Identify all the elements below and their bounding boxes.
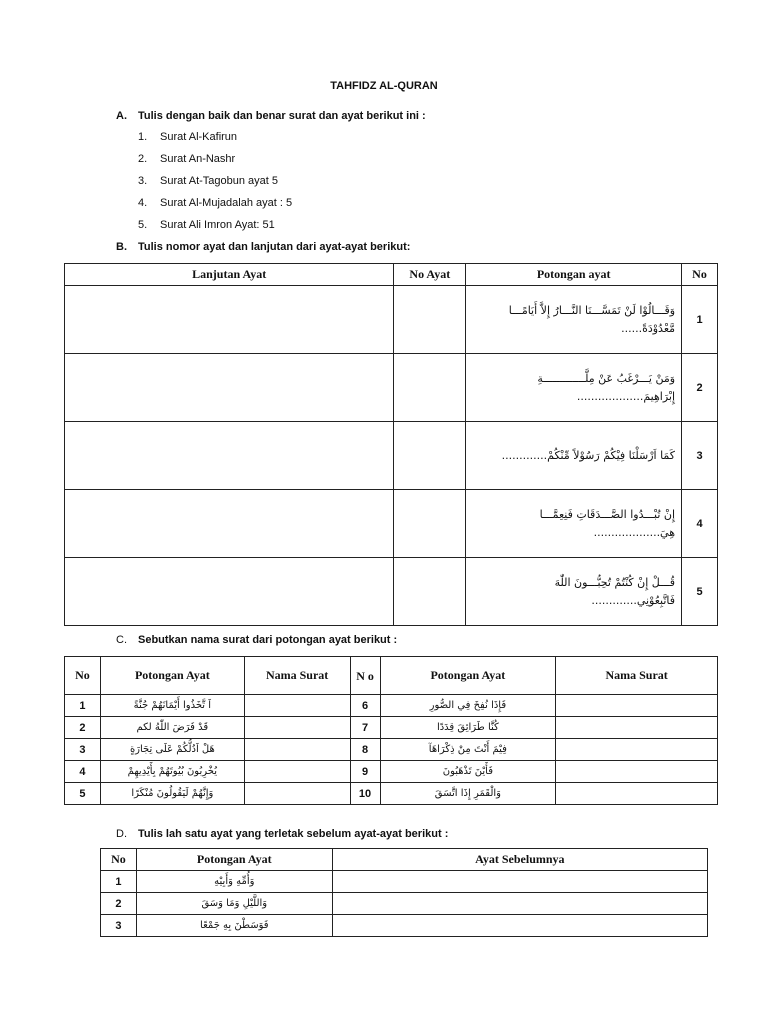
section-d-instruction: Tulis lah satu ayat yang terletak sebelum ayat-ayat berikut :	[138, 828, 449, 840]
row-number: 1	[682, 286, 718, 354]
table-row	[101, 915, 708, 937]
section-b-heading	[116, 241, 410, 253]
ayat-cell: وَأُمِّهِ وَأَبِيْهِ	[136, 871, 332, 893]
table-row	[65, 761, 718, 783]
section-a-instruction: Tulis dengan baik dan benar surat dan ayat berikut ini :	[138, 110, 426, 122]
section-d-heading	[116, 828, 448, 840]
answer-cell[interactable]	[65, 286, 394, 354]
answer-cell[interactable]	[394, 490, 466, 558]
header-no-ayat: No Ayat	[394, 264, 466, 286]
header-ayat-sebelumnya: Ayat Sebelumnya	[332, 849, 707, 871]
ayat-cell: كُنَّا طَرَائِقَ قِدَدًا	[380, 717, 556, 739]
row-number: 2	[65, 717, 101, 739]
answer-cell[interactable]	[244, 739, 350, 761]
ayat-cell: هَلْ اَدُلُّكُمْ عَلَى تِجَارَةٍ	[100, 739, 244, 761]
section-b-letter: B.	[116, 241, 127, 253]
list-item: 1. Surat Al-Kafirun	[138, 131, 238, 143]
header-no: No	[101, 849, 137, 871]
table-row	[65, 739, 718, 761]
ayat-cell: وَمَنْ يَـــرْغَبُ عَنْ مِلَّـــــــــــــةِ إِبْرَاهِيمَ...................	[466, 354, 682, 422]
ayat-cell: وَقَـــالُوْا لَنْ تَمَسَّـــنَا النَّـــارُ إِلاَّ أَيَامًـــا مَّعْدُوْدَةً......	[466, 286, 682, 354]
row-number: 7	[350, 717, 380, 739]
section-c-heading	[116, 634, 397, 646]
list-item: 2. Surat An-Nashr	[138, 153, 236, 165]
answer-cell[interactable]	[332, 893, 707, 915]
header-potongan-ayat: Potongan Ayat	[136, 849, 332, 871]
table-d	[100, 848, 708, 937]
row-number: 4	[65, 761, 101, 783]
ayat-cell: فَإِذَا نُفِخَ فِي الصُّورِ	[380, 695, 556, 717]
answer-cell[interactable]	[332, 915, 707, 937]
answer-cell[interactable]	[394, 422, 466, 490]
ayat-cell: فَوَسَطْنَ بِهِ جَمْعًا	[136, 915, 332, 937]
ayat-cell: قَدْ فَرَضَ اللّٰهُ لكم	[100, 717, 244, 739]
section-b-instruction: Tulis nomor ayat dan lanjutan dari ayat-ayat berikut:	[138, 241, 411, 253]
ayat-cell: يُخْرِبُونَ بُيُوتَهُمْ بِأَيْدِيهِمْ	[100, 761, 244, 783]
ayat-cell: قُـــلْ إِنْ كُنْتُمْ تُحِبُّـــونَ اللّٰهَ فَاتَّبِعُوْنِي.............	[466, 558, 682, 626]
section-a-heading	[116, 110, 426, 122]
answer-cell[interactable]	[65, 422, 394, 490]
row-number: 5	[682, 558, 718, 626]
answer-cell[interactable]	[332, 871, 707, 893]
row-number: 3	[65, 739, 101, 761]
page-title: TAHFIDZ AL-QURAN	[330, 80, 438, 92]
answer-cell[interactable]	[244, 761, 350, 783]
table-row	[65, 783, 718, 805]
row-number: 2	[101, 893, 137, 915]
ayat-cell: وَإِنَّهُمْ لَيَقُولُونَ مُنْكَرًا	[100, 783, 244, 805]
row-number: 9	[350, 761, 380, 783]
section-c-letter: C.	[116, 634, 127, 646]
answer-cell[interactable]	[65, 490, 394, 558]
row-number: 5	[65, 783, 101, 805]
ayat-cell: إِنْ تُبْـــدُوا الصَّـــدَقَاتِ فَنِعِمَّـــا هِيَ...................	[466, 490, 682, 558]
answer-cell[interactable]	[394, 558, 466, 626]
header-potongan-ayat: Potongan Ayat	[100, 657, 244, 695]
header-potongan-ayat: Potongan Ayat	[380, 657, 556, 695]
table-row	[65, 286, 718, 354]
header-no: N o	[350, 657, 380, 695]
header-lanjutan-ayat: Lanjutan Ayat	[65, 264, 394, 286]
table-b	[64, 263, 718, 626]
table-row	[65, 422, 718, 490]
row-number: 10	[350, 783, 380, 805]
ayat-cell: اَ تَّخَذُوا أَيْمَانَهُمْ جُنَّةً	[100, 695, 244, 717]
row-number: 4	[682, 490, 718, 558]
section-c-instruction: Sebutkan nama surat dari potongan ayat berikut :	[138, 634, 398, 646]
ayat-cell: وَاللَّيْلِ وَمَا وَسَقَ	[136, 893, 332, 915]
list-item: 5. Surat Ali Imron Ayat: 51	[138, 219, 275, 231]
row-number: 1	[65, 695, 101, 717]
row-number: 8	[350, 739, 380, 761]
header-potongan-ayat: Potongan ayat	[466, 264, 682, 286]
table-c	[64, 656, 718, 805]
table-row	[65, 490, 718, 558]
header-no: No	[65, 657, 101, 695]
answer-cell[interactable]	[556, 783, 718, 805]
ayat-cell: وَالْقَمَرِ إِذَا اتَّسَقَ	[380, 783, 556, 805]
answer-cell[interactable]	[244, 695, 350, 717]
section-a-letter: A.	[116, 110, 127, 122]
answer-cell[interactable]	[65, 558, 394, 626]
header-nama-surat: Nama Surat	[244, 657, 350, 695]
table-row	[65, 354, 718, 422]
answer-cell[interactable]	[556, 695, 718, 717]
ayat-cell: فَأَيْنَ تَذْهَبُونَ	[380, 761, 556, 783]
answer-cell[interactable]	[556, 717, 718, 739]
ayat-cell: فِيْمَ أَنْتَ مِنْ ذِكْرَاهَآ	[380, 739, 556, 761]
row-number: 3	[682, 422, 718, 490]
table-row	[101, 871, 708, 893]
table-row	[65, 558, 718, 626]
table-row	[65, 717, 718, 739]
table-row	[65, 695, 718, 717]
row-number: 3	[101, 915, 137, 937]
answer-cell[interactable]	[65, 354, 394, 422]
table-row	[101, 893, 708, 915]
answer-cell[interactable]	[244, 783, 350, 805]
answer-cell[interactable]	[394, 286, 466, 354]
answer-cell[interactable]	[244, 717, 350, 739]
header-no: No	[682, 264, 718, 286]
answer-cell[interactable]	[556, 739, 718, 761]
header-nama-surat: Nama Surat	[556, 657, 718, 695]
answer-cell[interactable]	[556, 761, 718, 783]
row-number: 1	[101, 871, 137, 893]
ayat-cell: كَمَا اَرْسَلْنَا فِيْكُمْ رَسُوْلاً مِّنْكُمْ.............	[466, 422, 682, 490]
list-item: 4. Surat Al-Mujadalah ayat : 5	[138, 197, 293, 209]
row-number: 6	[350, 695, 380, 717]
section-d-letter: D.	[116, 828, 127, 840]
row-number: 2	[682, 354, 718, 422]
answer-cell[interactable]	[394, 354, 466, 422]
list-item: 3. Surat At-Tagobun ayat 5	[138, 175, 279, 187]
